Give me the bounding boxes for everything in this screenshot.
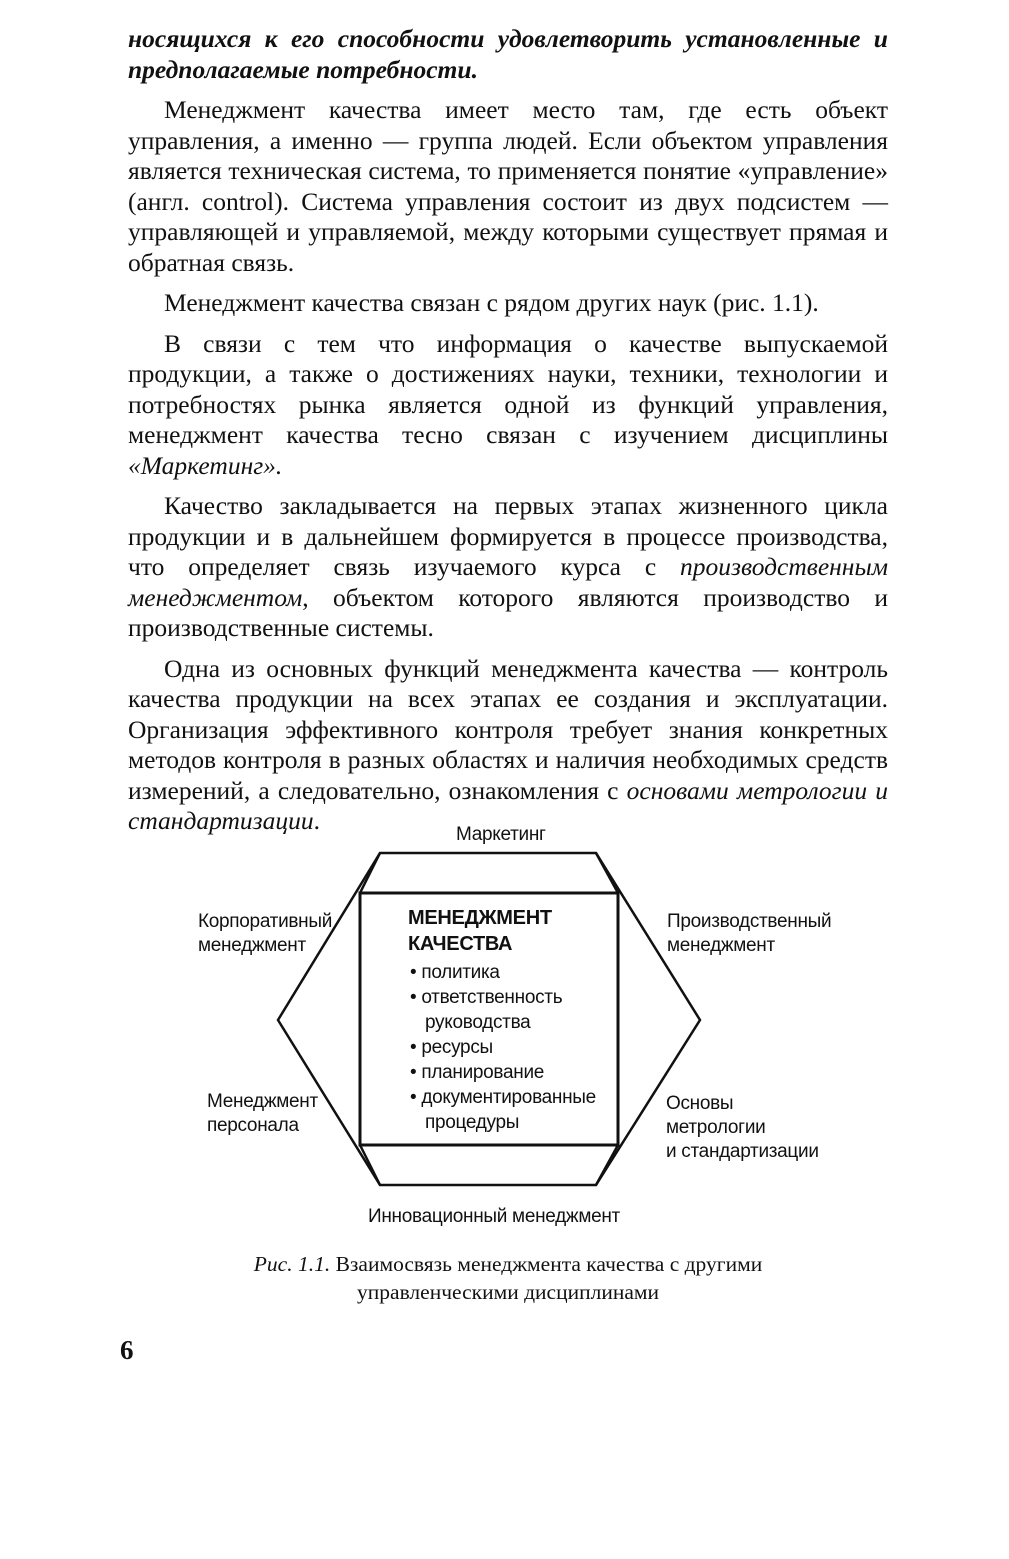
paragraph-5-text-a: Одна из основных функций менеджмента качества — контроль качества продукции на всех этапах ее создания и эксплуатации. Организация эффективного контроля требует знания конкретных методов контроля в разных областях и наличия необходимых средств измерений, а следовательно, ознакомления с bbox=[128, 653, 888, 805]
paragraph-4-text-c: , объектом которого являются производство и производственные системы. bbox=[128, 582, 888, 642]
body-text bbox=[128, 24, 888, 847]
center-item: • ответственность bbox=[410, 987, 563, 1008]
label-metrology-line-1: Основы bbox=[666, 1093, 734, 1114]
label-metrology-line-2: метрологии bbox=[666, 1117, 766, 1138]
label-corporate-line-1: Корпоративный bbox=[198, 911, 333, 932]
connector-bottom-left bbox=[360, 1145, 380, 1185]
center-title bbox=[408, 905, 552, 957]
label-production-management bbox=[667, 910, 831, 958]
paragraph-3-text: В связи с тем что информация о качестве выпускаемой продукции, а также о достижениях науки, техники, технологии и потребностях рынка является одной из функций управления, менеджмент качества тесно связан с изучением дисциплины bbox=[128, 328, 888, 449]
label-corporate-line-2: менеджмент bbox=[198, 935, 306, 956]
intro-paragraph: носящихся к его способности удовлетворить установленные и предполагаемые потребности. bbox=[128, 24, 888, 84]
paragraph-4-text-a: Качество закладывается на первых этапах жизненного цикла продукции и в дальнейшем формируется в процессе производства, что определяет связь изучаемого курса с bbox=[128, 491, 888, 581]
center-item: • планирование bbox=[410, 1062, 545, 1083]
label-corporate-management bbox=[198, 910, 332, 958]
paragraph-4 bbox=[128, 491, 888, 644]
caption-text-1: Взаимосвязь менеджмента качества с другими bbox=[330, 1252, 763, 1276]
connector-top-right bbox=[596, 853, 618, 893]
caption-line-2: управленческими дисциплинами bbox=[357, 1280, 659, 1304]
caption-label: Рис. 1.1. bbox=[253, 1252, 331, 1276]
page-number: 6 bbox=[120, 1335, 134, 1365]
caption-line-1 bbox=[128, 1250, 888, 1278]
paragraph-5-italic: основами метрологии и стандартизации bbox=[128, 775, 888, 835]
connector-bottom-right bbox=[596, 1145, 618, 1185]
label-personnel-management bbox=[207, 1090, 318, 1138]
figure-caption bbox=[128, 1250, 888, 1306]
paragraph-3-italic: «Маркетинг». bbox=[128, 450, 283, 480]
label-metrology bbox=[666, 1092, 819, 1164]
label-personnel-line-2: персонала bbox=[207, 1115, 299, 1136]
center-item: • политика bbox=[410, 962, 500, 983]
label-marketing: Маркетинг bbox=[456, 824, 546, 845]
center-item: руководства bbox=[425, 1012, 531, 1033]
center-item: • ресурсы bbox=[410, 1037, 493, 1058]
paragraph-1: Менеджмент качества имеет место там, где есть объект управления, а именно — группа людей. Если объектом управления является техническая система, то применяется понятие «управление» (англ. control). Система управления состоит из двух подсистем — управляющей и управляемой, между которыми существует прямая и обратная связь. bbox=[128, 95, 888, 277]
label-production-line-2: менеджмент bbox=[667, 935, 775, 956]
paragraph-2: Менеджмент качества связан с рядом других наук (рис. 1.1). bbox=[164, 288, 819, 317]
center-title-line-1: МЕНЕДЖМЕНТ bbox=[408, 907, 552, 929]
label-innovation-management: Инновационный менеджмент bbox=[368, 1206, 620, 1227]
paragraph-3 bbox=[128, 329, 888, 482]
center-item: процедуры bbox=[425, 1112, 520, 1133]
center-items bbox=[410, 960, 596, 1135]
center-item: • документированные bbox=[410, 1087, 596, 1108]
label-metrology-line-3: и стандартизации bbox=[666, 1141, 819, 1162]
paragraph-4-italic: производственным менеджментом bbox=[128, 552, 888, 612]
label-production-line-1: Производственный bbox=[667, 911, 832, 932]
connector-top-left bbox=[360, 853, 380, 893]
paragraph-5-text-c: . bbox=[313, 806, 320, 835]
center-title-line-2: КАЧЕСТВА bbox=[408, 933, 513, 955]
label-personnel-line-1: Менеджмент bbox=[207, 1091, 318, 1112]
